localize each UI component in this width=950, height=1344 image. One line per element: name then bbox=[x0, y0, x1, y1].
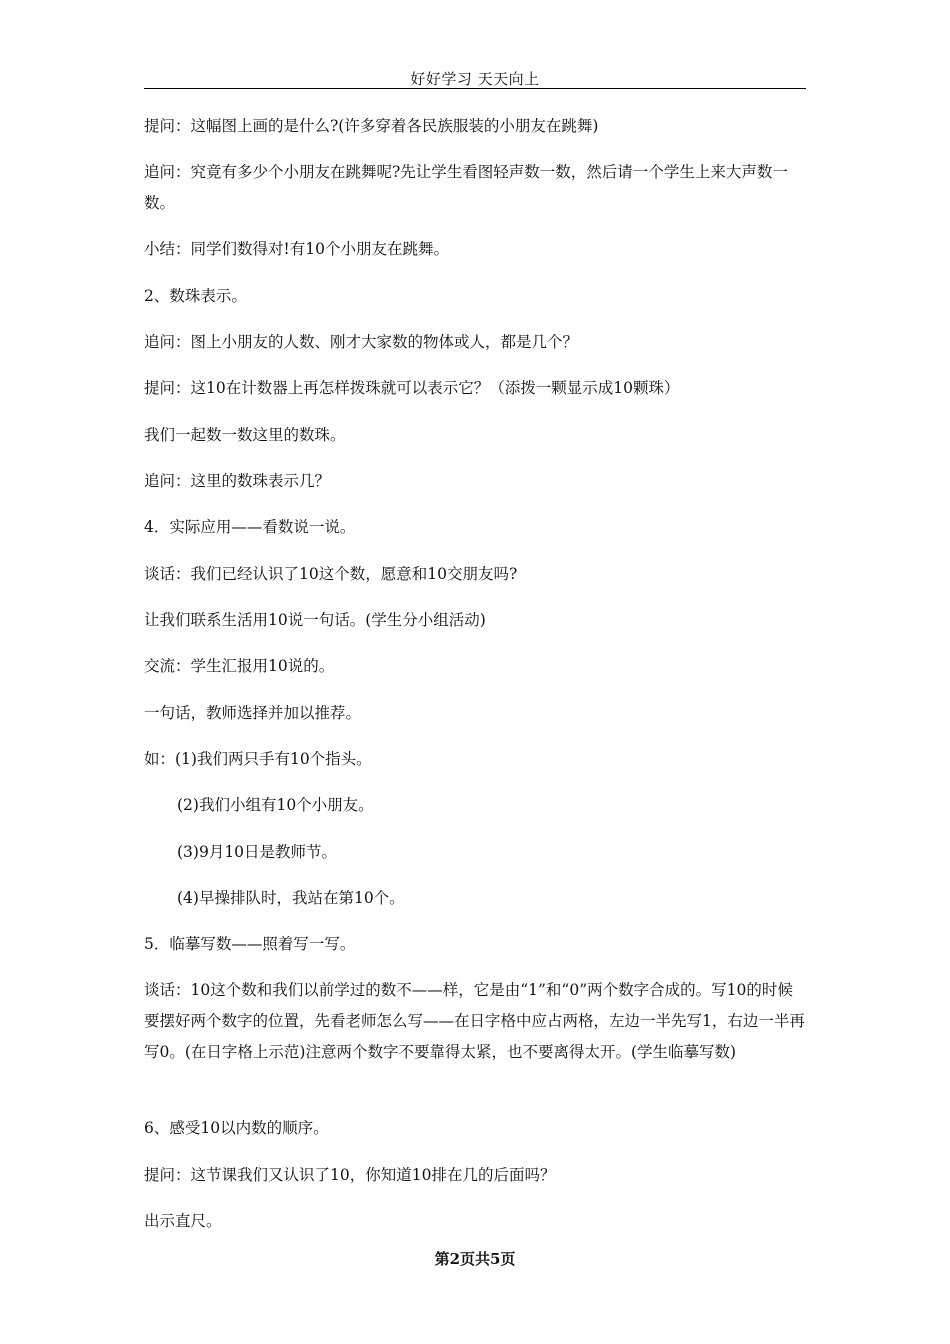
paragraph: 谈话：我们已经认识了10这个数，愿意和10交朋友吗? bbox=[144, 565, 518, 583]
page-header: 好好学习 天天向上 bbox=[410, 70, 540, 88]
paragraph: 出示直尺。 bbox=[144, 1212, 222, 1230]
example-item: (3)9月10日是教师节。 bbox=[177, 843, 338, 861]
section-heading: 6、感受10以内数的顺序。 bbox=[144, 1119, 329, 1137]
example-item: (2)我们小组有10个小朋友。 bbox=[177, 796, 374, 814]
paragraph: 小结：同学们数得对!有10个小朋友在跳舞。 bbox=[144, 240, 449, 258]
paragraph: 提问：这节课我们又认识了10，你知道10排在几的后面吗？ bbox=[144, 1166, 556, 1184]
paragraph: 一句话，教师选择并加以推荐。 bbox=[144, 704, 362, 722]
page-number: 第2页共5页 bbox=[434, 1250, 516, 1268]
paragraph: 追问：图上小朋友的人数、刚才大家数的物体或人，都是几个？ bbox=[144, 333, 579, 351]
paragraph: 追问：这里的数珠表示几？ bbox=[144, 472, 331, 490]
section-heading: 4．实际应用——看数说一说。 bbox=[144, 518, 356, 536]
header-divider bbox=[144, 88, 806, 89]
paragraph: 让我们联系生活用10说一句话。(学生分小组活动) bbox=[144, 611, 486, 629]
paragraph: 提问：这幅图上画的是什么?(许多穿着各民族服装的小朋友在跳舞) bbox=[144, 117, 599, 135]
section-heading: 5．临摹写数——照着写一写。 bbox=[144, 935, 356, 953]
paragraph: 提问：这10在计数器上再怎样拨珠就可以表示它？（添拨一颗显示成10颗珠） bbox=[144, 379, 680, 397]
paragraph: 2、数珠表示。 bbox=[144, 287, 247, 305]
paragraph: 追问：究竟有多少个小朋友在跳舞呢?先让学生看图轻声数一数，然后请一个学生上来大声数一数。 bbox=[144, 163, 788, 212]
paragraph: 谈话：10这个数和我们以前学过的数不——样，它是由“1”和“0”两个数字合成的。写10的时候要摆好两个数字的位置，先看老师怎么写——在日字格中应占两格，左边一半先写1，右边一半再写0。(在日字格上示范)注意两个数字不要靠得太紧，也不要离得太开。(学生临摹写数) bbox=[144, 981, 805, 1061]
paragraph: 交流：学生汇报用10说的。 bbox=[144, 657, 335, 675]
paragraph: 我们一起数一数这里的数珠。 bbox=[144, 426, 346, 444]
example-item: 如：(1)我们两只手有10个指头。 bbox=[144, 750, 372, 768]
example-item: (4)早操排队时，我站在第10个。 bbox=[177, 889, 405, 907]
